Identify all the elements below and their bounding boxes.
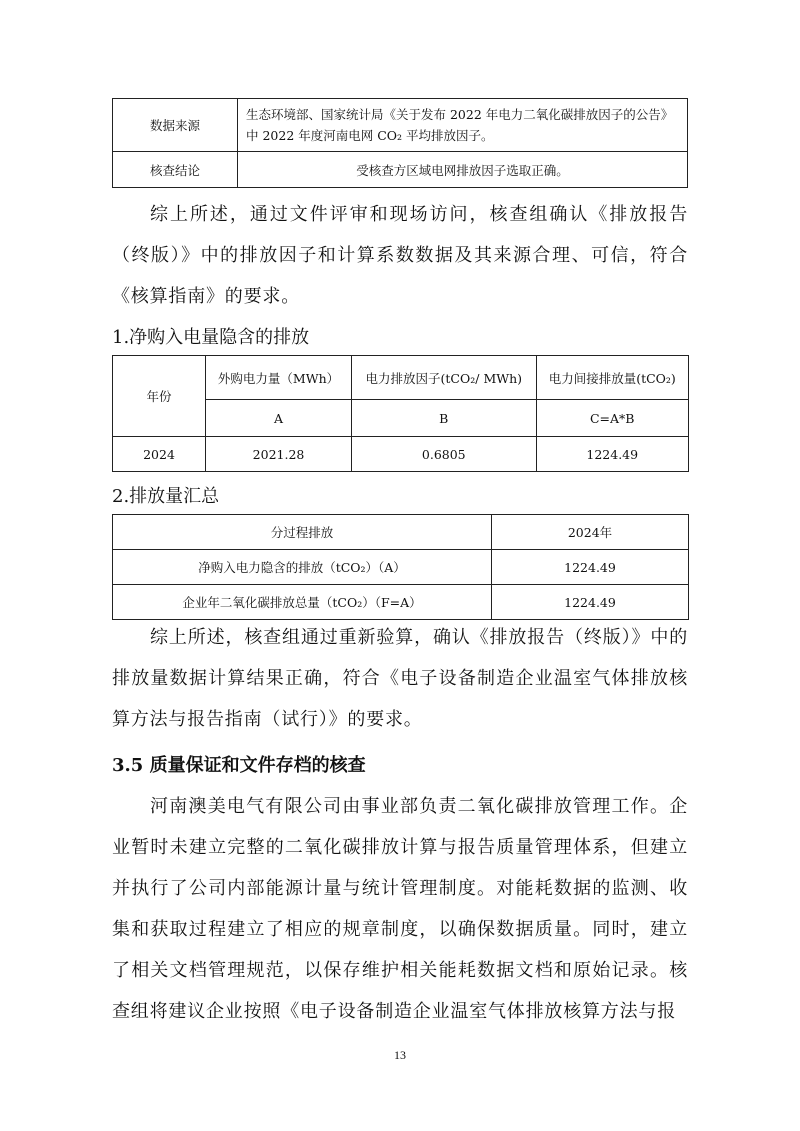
purchased-electricity-table (112, 355, 689, 472)
table-header-cell: 分过程排放 (113, 515, 492, 550)
paragraph-text: 河南澳美电气有限公司由事业部负责二氧化碳排放管理工作。企业暂时未建立完整的二氧化碳排放计算与报告质量管理体系，但建立并执行了公司内部能源计量与统计管理制度。对能耗数据的监测、收集和获取过程建立了相应的规章制度，以确保数据质量。同时，建立了相关文档管理规范，以保存维护相关能耗数据文档和原始记录。核查组将建议企业按照《电子设备制造企业温室气体排放核算方法与报 (112, 796, 688, 1022)
paragraph-text: 综上所述，核查组通过重新验算，确认《排放报告（终版）》中的排放量数据计算结果正确，符合《电子设备制造企业温室气体排放核算方法与报告指南（试行）》的要求。 (112, 627, 688, 730)
table-header-cell: 电力排放因子(tCO₂/ MWh) (352, 356, 536, 400)
table-cell: 0.6805 (352, 437, 536, 472)
paragraph-quality-assurance (112, 786, 688, 1032)
table-cell: 1224.49 (536, 437, 689, 472)
table-row (113, 152, 688, 188)
table-cell-value: 1224.49 (492, 550, 689, 585)
table-cell-content: 生态环境部、国家统计局《关于发布 2022 年电力二氧化碳排放因子的公告》中 2022 年度河南电网 CO₂ 平均排放因子。 (238, 99, 688, 152)
table-row (113, 437, 689, 472)
page-number: 13 (394, 1048, 406, 1062)
emission-factor-source-table (112, 98, 688, 188)
table-header-cell: 2024年 (492, 515, 689, 550)
table-cell-label: 核查结论 (113, 152, 238, 188)
table-cell-content: 受核查方区域电网排放因子选取正确。 (238, 152, 688, 188)
table-header-cell: 外购电力量（MWh） (206, 356, 352, 400)
table-header-year: 年份 (113, 356, 206, 437)
section-title-quality-assurance: 3.5 质量保证和文件存档的核查 (112, 755, 366, 776)
table-row (113, 550, 689, 585)
table-header-row (113, 356, 689, 400)
table-header-row (113, 515, 689, 550)
table-row (113, 99, 688, 152)
table-code-cell: A (206, 400, 352, 437)
section-title-emission-summary: 2.排放量汇总 (112, 486, 220, 507)
emission-summary-table (112, 514, 689, 620)
table-cell-value: 1224.49 (492, 585, 689, 620)
table-code-cell: C=A*B (536, 400, 689, 437)
table-cell: 2021.28 (206, 437, 352, 472)
section-title-purchased-electricity: 1.净购入电量隐含的排放 (112, 327, 310, 348)
table-cell-label: 企业年二氧化碳排放总量（tCO₂）（F=A） (113, 585, 492, 620)
table-cell-label: 净购入电力隐含的排放（tCO₂）（A） (113, 550, 492, 585)
table-header-cell: 电力间接排放量(tCO₂) (536, 356, 689, 400)
paragraph-conclusion-emissions (112, 617, 688, 740)
paragraph-text: 综上所述，通过文件评审和现场访问，核查组确认《排放报告（终版）》中的排放因子和计算系数数据及其来源合理、可信，符合《核算指南》的要求。 (112, 204, 688, 307)
table-code-cell: B (352, 400, 536, 437)
table-cell-year: 2024 (113, 437, 206, 472)
table-row (113, 585, 689, 620)
paragraph-conclusion-factors (112, 194, 688, 317)
table-cell-label: 数据来源 (113, 99, 238, 152)
